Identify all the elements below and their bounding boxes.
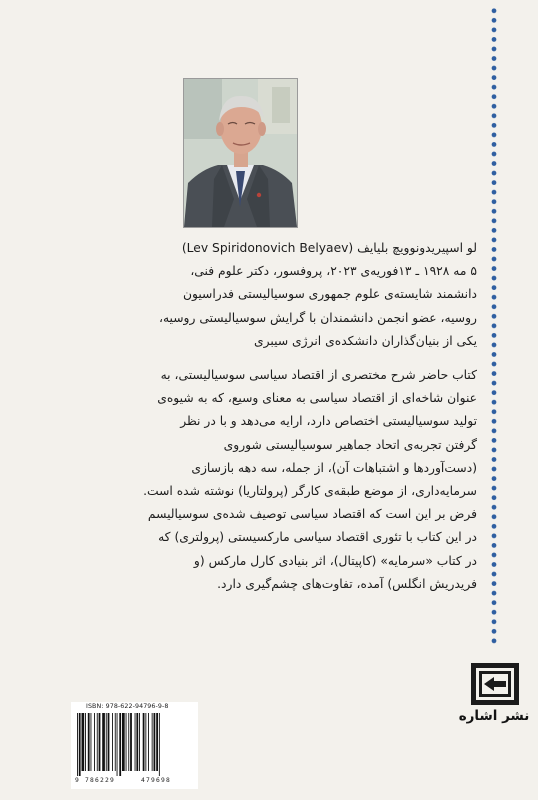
barcode-bars	[77, 713, 194, 776]
description-line: فریدریش انگلس) آمده، تفاوت‌های چشم‌گیری دارد.	[217, 576, 477, 591]
barcode-bar	[79, 713, 81, 776]
description-line: کتاب حاضر شرح مختصری از اقتصاد سیاسی سوسیالیستی، به	[160, 368, 477, 382]
barcode-bar	[145, 713, 146, 771]
description-line: در کتاب «سرمایه» (کاپیتال)، اثر بنیادی کارل مارکس (و	[193, 553, 477, 568]
barcode-bar	[119, 713, 121, 776]
author-bio-line: ۵ مه ۱۹۲۸ ـ ۱۳فوریه‌ی ۲۰۲۳، پروفسور، دکتر علوم فنی،	[190, 264, 477, 279]
barcode-bar	[99, 713, 101, 771]
description-line: عنوان شاخه‌ای از اقتصاد سیاسی به معنای وسیع، که به شیوه‌ی	[157, 391, 477, 406]
author-bio	[54, 237, 477, 353]
barcode-bar	[122, 713, 125, 771]
barcode-bar	[85, 713, 86, 771]
description-line: فرض بر این است که اقتصاد سیاسی توصیف شده‌ی سوسیالیسم	[147, 507, 477, 522]
barcode-bar	[159, 713, 160, 776]
barcode-digit-first: 9	[75, 777, 79, 784]
barcode-bar	[126, 713, 127, 771]
barcode-bar	[130, 713, 132, 771]
barcode-bar	[152, 713, 153, 771]
barcode-bar	[136, 713, 138, 771]
barcode-bar	[135, 713, 136, 771]
barcode-bar	[102, 713, 105, 771]
author-bio-line: روسیه، عضو انجمن دانشمندان با گرایش سوسیالیستی روسیه،	[158, 310, 477, 325]
author-bio-line: دانشمند شایسته‌ی علوم جمهوری سوسیالیستی فدراسیون	[182, 287, 477, 302]
publisher-name: نشر اشاره	[458, 708, 530, 724]
author-photo	[183, 78, 298, 228]
barcode-bar	[82, 713, 85, 771]
publisher-arrow-logo-icon	[470, 662, 520, 706]
barcode-bar	[106, 713, 107, 771]
barcode-bar	[77, 713, 78, 776]
barcode-bar	[139, 713, 140, 771]
barcode-bar	[148, 713, 149, 771]
barcode-digits-right: 479698	[141, 777, 171, 784]
barcode-bar	[115, 713, 116, 771]
description-line: سرمایه‌داری، از موضع طبقه‌ی کارگر (پرولتاریا) نوشته شده است.	[143, 484, 477, 499]
author-bio-line: یکی از بنیان‌گذاران دانشکده‌ی انرژی سیبری	[253, 333, 477, 348]
barcode-bar	[154, 713, 156, 771]
barcode-digits-left: 786229	[85, 777, 115, 784]
author-name-latin: (Lev Spiridonovich Belyaev)	[181, 241, 354, 255]
dotted-rail-decoration	[489, 6, 499, 648]
description-line: در این کتاب با تئوری اقتصاد سیاسی مارکسیستی (پرولتری) که	[158, 530, 477, 545]
barcode-bar	[94, 713, 95, 771]
barcode-bar	[143, 713, 145, 771]
barcode-bar	[156, 713, 158, 771]
barcode-bar	[97, 713, 98, 771]
isbn-label: ISBN: 978-622-94796-9-8	[86, 703, 169, 710]
description-line: (دست‌آوردها و اشتباهات آن)، از جمله، سه دهه بازسازی	[191, 460, 477, 475]
description-line: تولید سوسیالیستی اختصاص دارد، ارایه می‌دهد و با در نظر	[180, 414, 477, 429]
barcode-bar	[112, 713, 113, 771]
barcode-bar	[117, 713, 118, 776]
barcode-bar	[88, 713, 90, 771]
book-description	[54, 364, 477, 596]
author-name-persian: لو اسپیریدونوویچ بلیایف	[357, 241, 477, 255]
barcode-bar	[128, 713, 129, 771]
barcode-bar	[108, 713, 110, 771]
barcode-bar	[91, 713, 92, 771]
description-line: گرفتن تجربه‌ی اتحاد جماهیر سوسیالیستی شوروی	[223, 437, 477, 452]
isbn-barcode	[71, 702, 198, 789]
author-name-line	[54, 237, 477, 260]
